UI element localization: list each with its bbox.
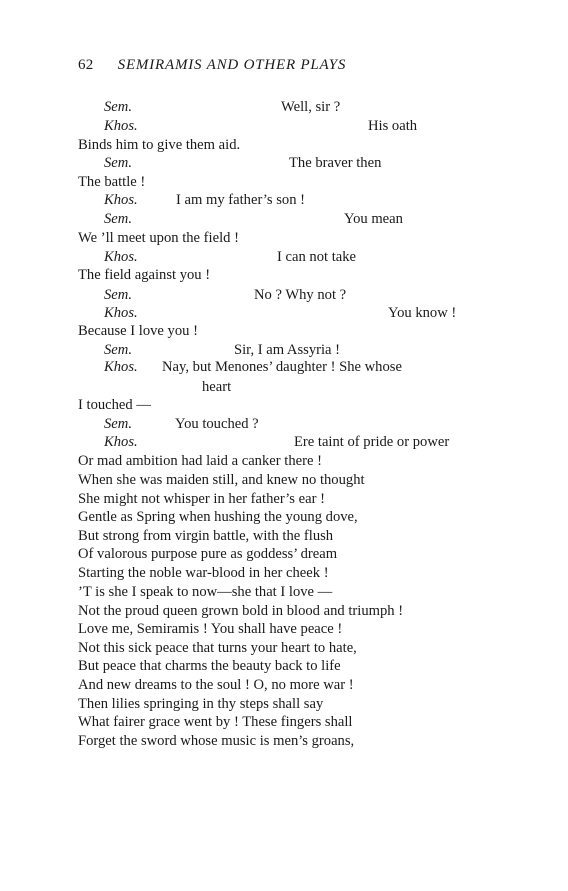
- speaker-label: Khos.: [104, 192, 138, 208]
- speaker-label: Sem.: [104, 211, 132, 227]
- speaker-label: Khos.: [104, 249, 138, 265]
- speaker-label: Sem.: [104, 287, 132, 303]
- speaker-label: Khos.: [104, 118, 138, 134]
- page-number: 62: [78, 57, 94, 73]
- speaker-label: Sem.: [104, 99, 132, 115]
- verse-line: heart: [202, 379, 232, 395]
- verse-line: Starting the noble war-blood in her cheek !: [78, 565, 329, 581]
- verse-line: Ere taint of pride or power: [294, 434, 450, 450]
- verse-line: You touched ?: [175, 416, 259, 432]
- speaker-label: Khos.: [104, 305, 138, 321]
- verse-line: You know !: [388, 305, 457, 321]
- verse-line: She might not whisper in her father’s ear !: [78, 491, 325, 507]
- verse-line: Or mad ambition had laid a canker there !: [78, 453, 322, 469]
- verse-line: I touched —: [78, 397, 151, 413]
- verse-line: What fairer grace went by ! These fingers shall: [78, 714, 353, 730]
- speaker-label: Khos.: [104, 359, 138, 375]
- verse-line: And new dreams to the soul ! O, no more war !: [78, 677, 354, 693]
- verse-line: Nay, but Menones’ daughter ! She whose: [162, 359, 402, 375]
- verse-line: The battle !: [78, 174, 146, 190]
- verse-line: Of valorous purpose pure as goddess’ dream: [78, 546, 338, 562]
- verse-line: The braver then: [289, 155, 382, 171]
- speaker-label: Khos.: [104, 434, 138, 450]
- verse-line: Well, sir ?: [281, 99, 341, 115]
- verse-line: Not this sick peace that turns your heart to hate,: [78, 640, 357, 656]
- verse-line: Sir, I am Assyria !: [234, 342, 341, 358]
- verse-line: Binds him to give them aid.: [78, 137, 241, 153]
- verse-line: Then lilies springing in thy steps shall say: [78, 696, 324, 712]
- verse-line: Love me, Semiramis ! You shall have peace !: [78, 621, 343, 637]
- verse-line: Not the proud queen grown bold in blood and triumph !: [78, 603, 404, 619]
- verse-line: I can not take: [277, 249, 357, 265]
- verse-line: But peace that charms the beauty back to life: [78, 658, 341, 674]
- verse-line: No ? Why not ?: [254, 287, 347, 303]
- verse-line: ’T is she I speak to now—she that I love —: [78, 584, 333, 600]
- verse-line: Because I love you !: [78, 323, 198, 339]
- verse-line: I am my father’s son !: [176, 192, 306, 208]
- running-title: SEMIRAMIS AND OTHER PLAYS: [117, 57, 347, 73]
- speaker-label: Sem.: [104, 342, 132, 358]
- verse-line: Forget the sword whose music is men’s groans,: [78, 733, 355, 749]
- verse-line: You mean: [344, 211, 403, 227]
- verse-line: When she was maiden still, and knew no thought: [78, 472, 365, 488]
- speaker-label: Sem.: [104, 155, 132, 171]
- verse-line: But strong from virgin battle, with the flush: [78, 528, 334, 544]
- verse-line: His oath: [368, 118, 418, 134]
- verse-line: Gentle as Spring when hushing the young dove,: [78, 509, 358, 525]
- verse-line: The field against you !: [78, 267, 211, 283]
- speaker-label: Sem.: [104, 416, 132, 432]
- verse-line: We ’ll meet upon the field !: [78, 230, 239, 246]
- running-header: [78, 57, 346, 74]
